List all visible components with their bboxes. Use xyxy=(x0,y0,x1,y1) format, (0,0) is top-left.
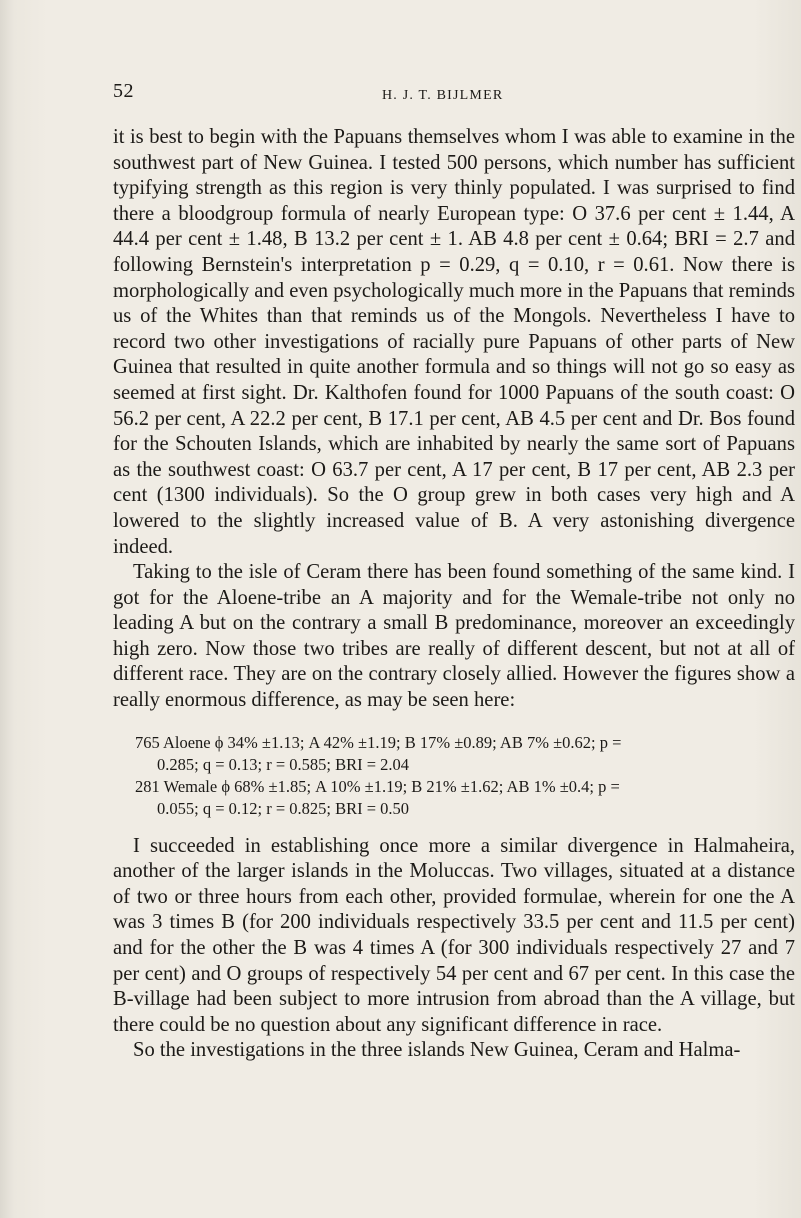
table-row-aloene xyxy=(135,732,795,776)
running-head: H. J. T. BIJLMER xyxy=(382,88,504,103)
table-row-continuation: 0.055; q = 0.12; r = 0.825; BRI = 0.50 xyxy=(157,798,410,818)
paragraph-2: Taking to the isle of Ceram there has been found something of the same kind. I got for the Aloene-tribe an A majority and for the Wemale-tribe not only no leading A but on the contrary a small B predominance, moreover an exceedingly high zero. Now those two tribes are really of different descent, but not at all of different race. They are on the contrary closely allied. However the figures show a really enormous difference, as may be seen here: xyxy=(113,561,795,712)
paragraph-1: it is best to begin with the Papuans themselves whom I was able to examine in the southwest part of New Guinea. I tested 500 persons, which number has sufficient typifying strength as this region is very thinly populated. I was surprised to find there a bloodgroup formula of nearly European type: O 37.6 per cent ± 1.44, A 44.4 per cent ± 1.48, B 13.2 per cent ± 1. AB 4.8 per cent ± 0.64; BRI = 2.7 and following Bernstein's interpretation p = 0.29, q = 0.10, r = 0.61. Now there is morphologically and even psychologically much more in the Papuans that reminds us of the Whites than that reminds us of the Mongols. Nevertheless I have to record two other investigations of racially pure Papuans of other parts of New Guinea that resulted in quite another formula and so things will not go so easy as seemed at first sight. Dr. Kalthofen found for 1000 Papuans of the south coast: O 56.2 per cent, A 22.2 per cent, B 17.1 per cent, AB 4.5 per cent and Dr. Bos found for the Schouten Islands, which are inhabited by nearly the same sort of Papuans as the southwest coast: O 63.7 per cent, A 17 per cent, B 17 per cent, AB 2.3 per cent (1300 individuals). So the O group grew in both cases very high and A lowered to the slightly increased value of B. A very astonishing divergence indeed. xyxy=(113,126,795,558)
bloodgroup-data-table xyxy=(113,732,795,820)
page-number: 52 xyxy=(113,80,134,102)
table-row-line: 765 Aloene ϕ 34% ±1.13; A 42% ±1.19; B 17% ±0.89; AB 7% ±0.62; p = xyxy=(135,732,622,752)
table-row-line: 281 Wemale ϕ 68% ±1.85; A 10% ±1.19; B 21% ±1.62; AB 1% ±0.4; p = xyxy=(135,776,620,796)
paragraph-4: So the investigations in the three islands New Guinea, Ceram and Halma- xyxy=(133,1039,741,1062)
table-row-continuation: 0.285; q = 0.13; r = 0.585; BRI = 2.04 xyxy=(157,754,410,774)
page-gutter-shadow xyxy=(0,0,14,1218)
paragraph-3: I succeeded in establishing once more a similar divergence in Halmaheira, another of the larger islands in the Moluccas. Two villages, situated at a distance of two or three hours from each other, provided formulae, wherein for one the A was 3 times B (for 200 individuals respectively 33.5 per cent and 11.5 per cent) and for the other the B was 4 times A (for 300 individuals respectively 27 and 7 per cent) and O groups of respectively 54 per cent and 67 per cent. In this case the B-village had been subject to more intrusion from abroad than the A village, but there could be no question about any significant difference in race. xyxy=(113,834,795,1036)
body-text xyxy=(113,125,795,1064)
page-header xyxy=(0,80,801,108)
table-row-wemale xyxy=(135,776,795,820)
